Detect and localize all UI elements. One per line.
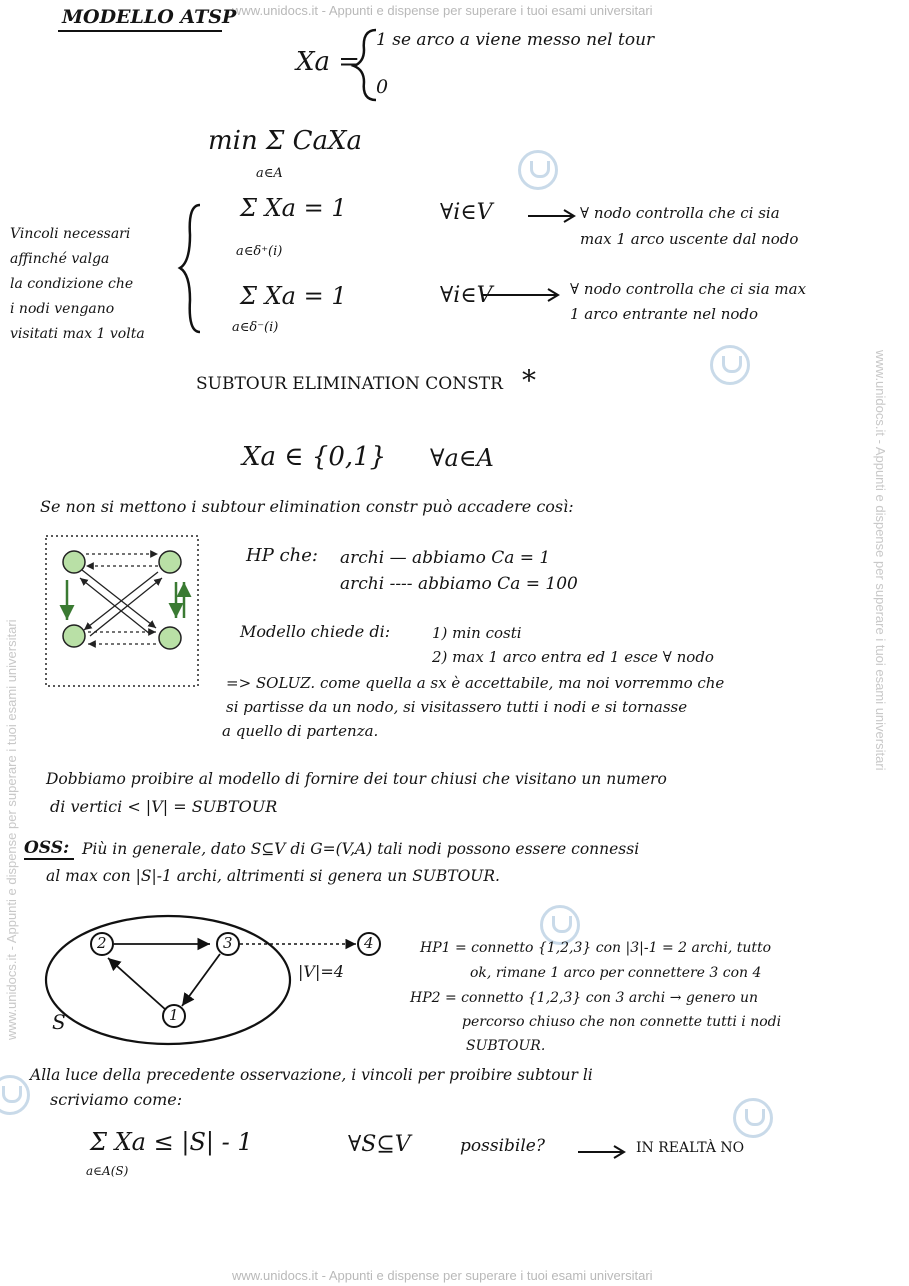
final-formula: Σ Xa ≤ |S| - 1 <box>90 1128 253 1156</box>
objective-subscript: a∈A <box>256 166 283 181</box>
node-label: 1 <box>169 1006 179 1024</box>
model-asks-item: 1) min costi <box>432 624 522 642</box>
watermark-top: www.unidocs.it - Appunti e dispense per superare i tuoi esami universitari <box>232 3 653 18</box>
solution-line: a quello di partenza. <box>222 722 379 740</box>
conclusion-line: Alla luce della precedente osservazione, i vincoli per proibire subtour li <box>30 1066 593 1084</box>
hp-list-line: HP1 = connetto {1,2,3} con |3|-1 = 2 archi, tutto <box>420 940 772 956</box>
hp-label: HP che: <box>246 545 318 566</box>
constraint-1-sum: Σ Xa = 1 <box>240 194 347 222</box>
constraint-2-subscript: a∈δ⁻(i) <box>232 320 279 335</box>
model-asks-label: Modello chiede di: <box>240 622 391 641</box>
prohibit-line: di vertici < |V| = SUBTOUR <box>50 797 278 816</box>
subtour-elimination-title: SUBTOUR ELIMINATION CONSTR <box>196 374 503 394</box>
final-forall: ∀S⊆V <box>348 1132 411 1157</box>
prohibit-line: Dobbiamo proibire al modello di fornire dei tour chiusi che visitano un numero <box>46 770 667 788</box>
node-label: 3 <box>223 934 233 952</box>
constraint-1-note: ∀ nodo controlla che ci sia <box>580 204 780 222</box>
final-answer: IN REALTÀ NO <box>636 1140 745 1156</box>
watermark-right: www.unidocs.it - Appunti e dispense per superare i tuoi esami universitari <box>873 350 888 771</box>
set-label: S <box>52 1010 66 1034</box>
constraint-2-note: ∀ nodo controlla che ci sia max <box>570 280 807 298</box>
constraint-1-forall: ∀i∈V <box>440 200 493 225</box>
constraint-2-forall: ∀i∈V <box>440 283 493 308</box>
hp-list-line: ok, rimane 1 arco per connettere 3 con 4 <box>470 965 762 981</box>
solution-line: si partisse da un nodo, si visitassero tutti i nodi e si tornasse <box>226 698 688 716</box>
node-label: 4 <box>364 934 374 952</box>
constraints-note-line: affinché valga <box>10 251 110 267</box>
constraint-1-note: max 1 arco uscente dal nodo <box>580 230 799 248</box>
intro-line: Se non si mettono i subtour elimination constr può accadere così: <box>40 497 574 516</box>
objective-function: min Σ CaXa <box>208 126 363 156</box>
constraints-note-line: Vincoli necessari <box>10 226 131 242</box>
hp-list-line: SUBTOUR. <box>466 1038 546 1054</box>
domain-forall: ∀a∈A <box>430 444 494 472</box>
node-label: 2 <box>97 934 107 952</box>
asterisk: * <box>522 364 536 397</box>
hp-list-line: HP2 = connetto {1,2,3} con 3 archi → genero un <box>410 990 759 1006</box>
conclusion-line: scriviamo come: <box>50 1090 183 1109</box>
solution-line: => SOLUZ. come quella a sx è accettabile, ma noi vorremmo che <box>226 674 725 692</box>
constraint-1-subscript: a∈δ⁺(i) <box>236 244 283 259</box>
xa-case-1: 1 se arco a viene messo nel tour <box>376 30 655 50</box>
oss-line: Più in generale, dato S⊆V di G=(V,A) tali nodi possono essere connessi <box>82 840 640 858</box>
constraints-note-line: la condizione che <box>10 276 134 292</box>
graph-edge <box>108 958 166 1010</box>
graph-edge <box>182 954 220 1006</box>
final-question: possibile? <box>460 1136 545 1156</box>
constraint-2-note: 1 arco entrante nel nodo <box>570 305 759 323</box>
v-count-label: |V|=4 <box>298 962 344 981</box>
xa-lhs: Xa = <box>296 47 361 77</box>
hp-list-line: percorso chiuso che non connette tutti i nodi <box>462 1014 782 1030</box>
model-asks-item: 2) max 1 arco entra ed 1 esce ∀ nodo <box>432 648 714 666</box>
constraints-note-line: visitati max 1 volta <box>10 326 145 342</box>
constraint-2-sum: Σ Xa = 1 <box>240 282 347 310</box>
oss-line: al max con |S|-1 archi, altrimenti si genera un SUBTOUR. <box>46 867 500 885</box>
domain-expression: Xa ∈ {0,1} <box>242 442 387 472</box>
oss-label: OSS: <box>24 838 70 858</box>
hp-row: archi ---- abbiamo Ca = 100 <box>340 574 578 594</box>
final-formula-subscript: a∈A(S) <box>86 1164 129 1178</box>
hp-row: archi — abbiamo Ca = 1 <box>340 548 551 568</box>
watermark-left: www.unidocs.it - Appunti e dispense per superare i tuoi esami universitari <box>4 619 19 1040</box>
xa-case-0: 0 <box>376 76 389 98</box>
constraints-note-line: i nodi vengano <box>10 301 115 317</box>
watermark-bottom: www.unidocs.it - Appunti e dispense per superare i tuoi esami universitari <box>232 1268 653 1283</box>
page-title: MODELLO ATSP <box>62 6 237 28</box>
